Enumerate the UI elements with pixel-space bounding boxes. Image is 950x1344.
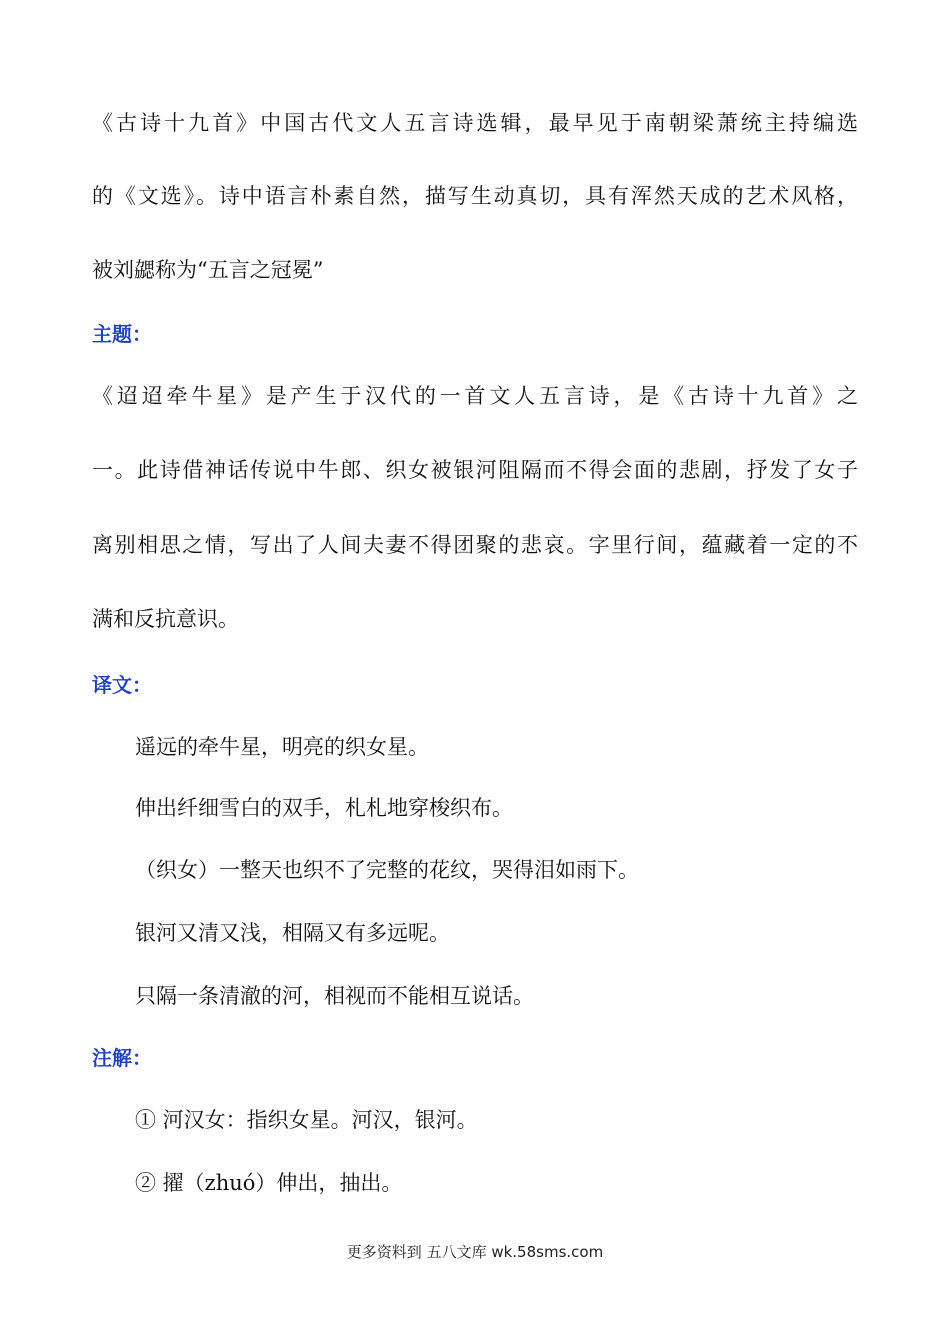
theme-line-3: 离别相思之情，写出了人间夫妻不得团聚的悲哀。字里行间，蕴藏着一定的不 (92, 533, 858, 557)
translation-line-2: 伸出纤细雪白的双手，札札地穿梭织布。 (135, 796, 513, 820)
note-item-2: ② 擢（zhuó）伸出，抽出。 (135, 1171, 403, 1195)
intro-line-3: 被刘勰称为“五言之冠冕” (92, 258, 324, 282)
translation-heading: 译文： (92, 673, 152, 697)
intro-line-1: 《古诗十九首》中国古代文人五言诗选辑，最早见于南朝梁萧统主持编选 (92, 111, 858, 135)
theme-line-4: 满和反抗意识。 (92, 607, 239, 631)
translation-line-5: 只隔一条清澈的河，相视而不能相互说话。 (135, 984, 534, 1008)
theme-line-1: 《迢迢牵牛星》是产生于汉代的一首文人五言诗，是《古诗十九首》之 (92, 384, 858, 408)
translation-line-1: 遥远的牵牛星，明亮的织女星。 (135, 735, 429, 759)
theme-line-2: 一。此诗借神话传说中牛郎、织女被银河阻隔而不得会面的悲剧，抒发了女子 (92, 458, 858, 482)
note-item-1: ① 河汉女：指织女星。河汉，银河。 (135, 1108, 478, 1132)
theme-heading: 主题： (92, 322, 152, 346)
footer-link[interactable]: 更多资料到 五八文库 wk.58sms.com (346, 1243, 604, 1261)
translation-line-4: 银河又清又浅，相隔又有多远呢。 (135, 921, 450, 945)
translation-line-3: （织女）一整天也织不了完整的花纹，哭得泪如雨下。 (135, 858, 639, 882)
notes-heading: 注解： (92, 1046, 152, 1070)
intro-line-2: 的《文选》。诗中语言朴素自然，描写生动真切，具有浑然天成的艺术风格， (92, 184, 858, 208)
